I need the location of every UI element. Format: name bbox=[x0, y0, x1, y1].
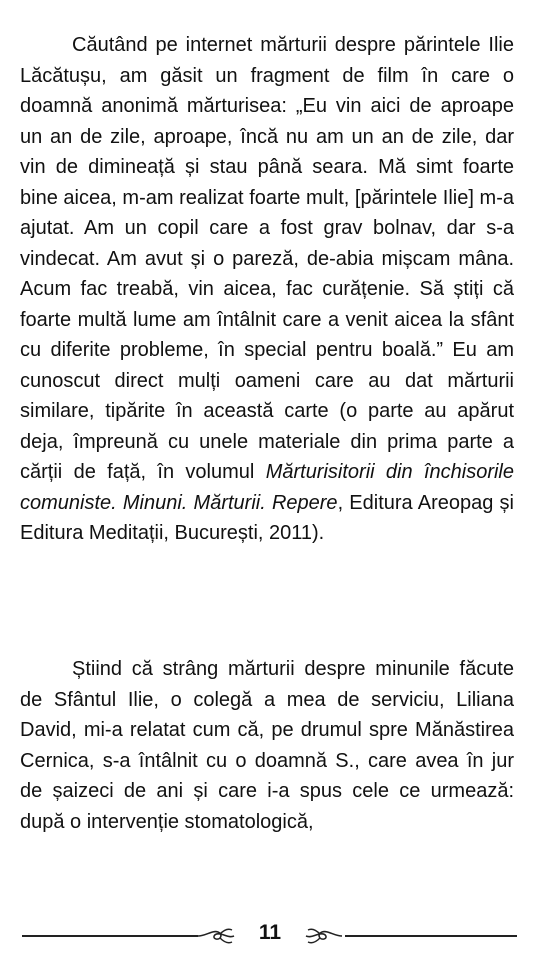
book-title-italic: Mărturisitorii din închisorile comuniste. Minuni. Mărturii. Repere bbox=[20, 461, 514, 514]
paragraph-2-text: Știind că strâng mărturii despre minunile făcute de Sfântul Ilie, o colegă a mea de serviciu, Liliana David, mi-a relatat cum că, pe drumul spre Mănăstirea Cernica, s-a întâlnit cu o doamnă S., care avea în jur de șaizeci de ani și care i-a spus cele ce urmează: după o intervenție stomatologică, bbox=[20, 658, 514, 833]
footer-rule-left bbox=[22, 935, 198, 937]
footer-rule-right bbox=[345, 935, 517, 937]
flourish-right-icon bbox=[304, 924, 344, 948]
flourish-left-icon bbox=[196, 924, 236, 948]
page-footer bbox=[0, 918, 539, 952]
paragraph-1-text-end: , Editura Areopag și Editura Meditații, București, 2011). bbox=[20, 491, 514, 544]
paragraph-1-text bbox=[20, 30, 514, 549]
paragraph-1 bbox=[20, 30, 514, 549]
page-number: 11 bbox=[258, 921, 282, 944]
paragraph-1-text-start: Căutând pe internet mărturii despre părintele Ilie Lăcătușu, am găsit un fragment de film în care o doamnă anonimă mărturisea: „Eu vin aici de aproape un an de zile, aproape, încă nu am un an de zile, dar vin de dimineață și stau până seara. Mă simt foarte bine aicea, m-am realizat foarte mult, [părintele Ilie] m-a ajutat. Am un copil care a fost grav bolnav, dar s-a vindecat. Am avut și o pareză, de-abia mișcam mâna. Acum fac treabă, vin aicea, fac curățenie. Să știți că foarte multă lume am întâlnit care a venit aicea la sfânt cu diferite probleme, în special pentru boală.” Eu am cunoscut direct mulți oameni care au dat mărturii similare, tipărite în această carte (o parte au apărut deja, împreună cu unele materiale din prima parte a cărții de față, în volumul bbox=[20, 34, 514, 483]
paragraph-2 bbox=[20, 654, 514, 837]
